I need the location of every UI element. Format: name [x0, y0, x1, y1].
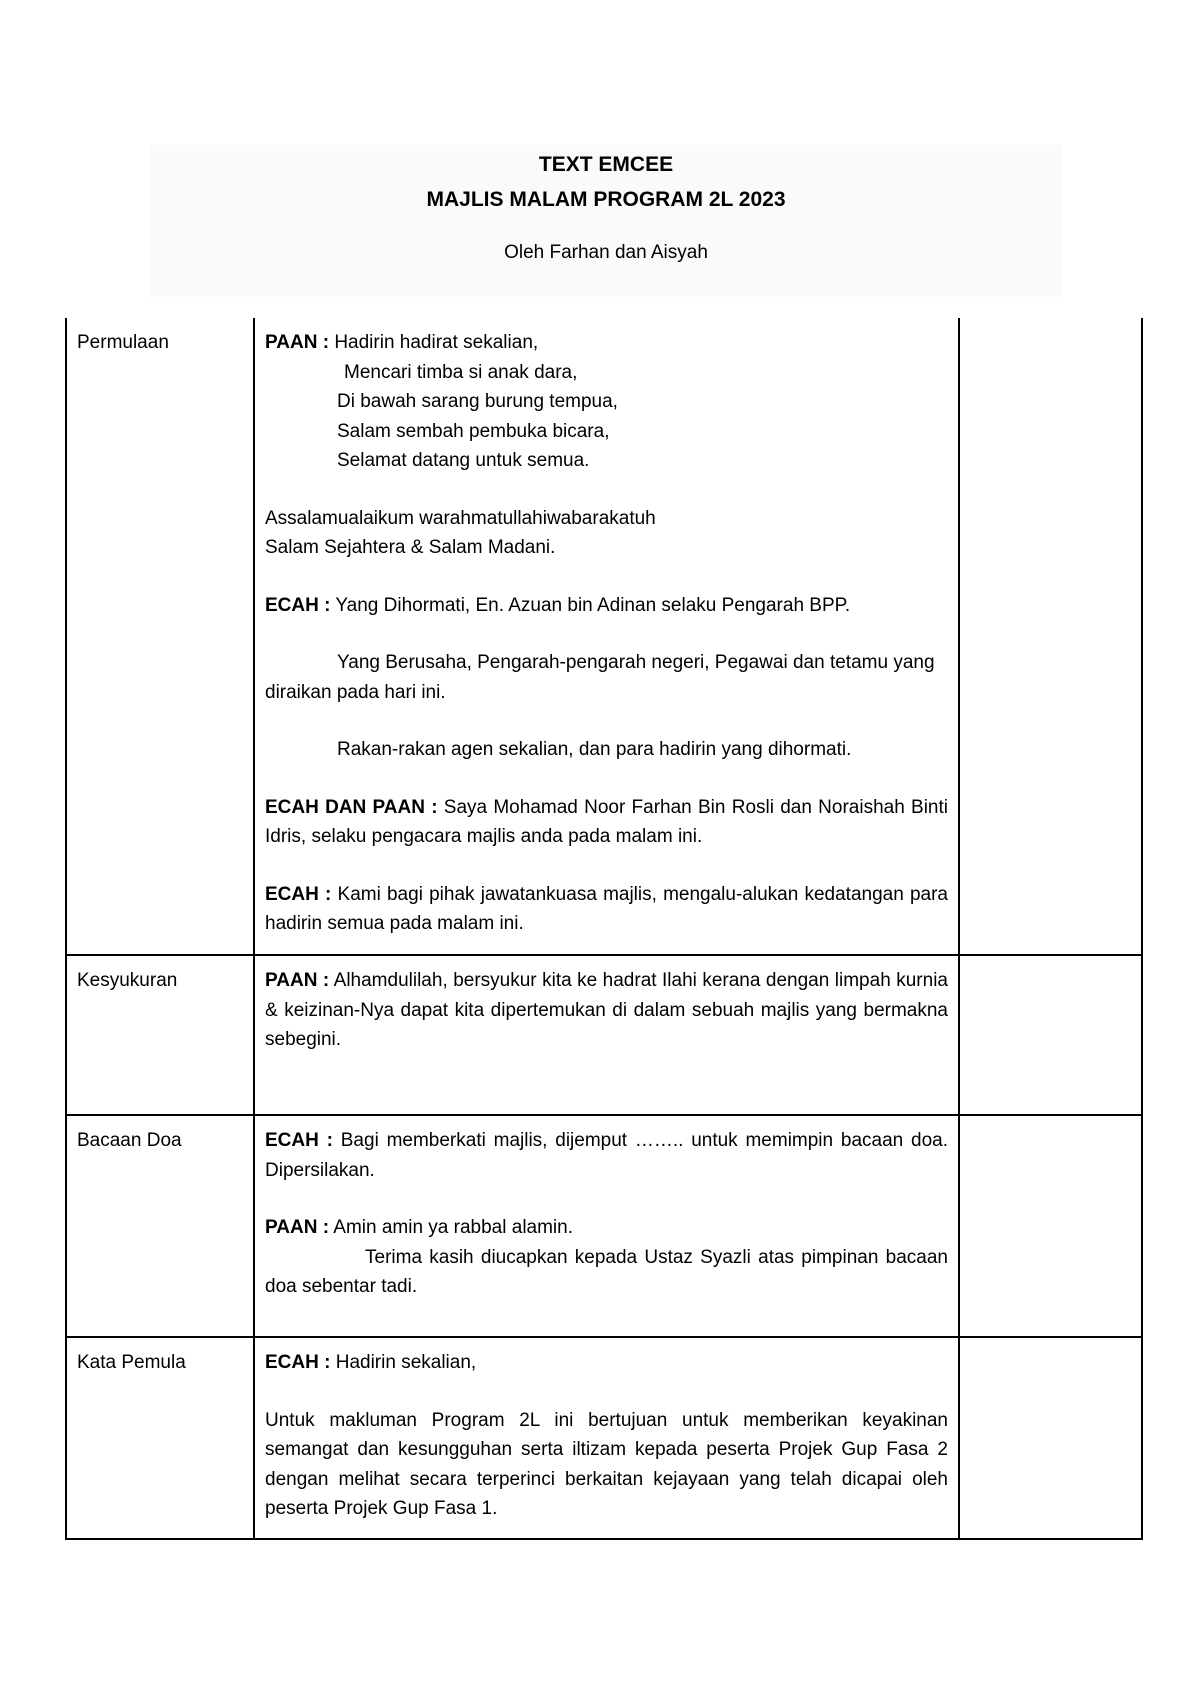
section-label: Bacaan Doa [66, 1115, 254, 1337]
speaker-label: ECAH DAN PAAN : [265, 796, 438, 818]
script-text: Rakan-rakan agen sekalian, dan para hadirin yang dihormati. [337, 739, 852, 760]
script-text: Assalamualaikum warahmatullahiwabarakatuh [265, 507, 656, 529]
pantun-line: Selamat datang untuk semua. [337, 450, 590, 471]
speaker-label: ECAH : [265, 1130, 333, 1151]
script-text: Salam Sejahtera & Salam Madani. [265, 537, 556, 558]
script-text: Terima kasih diucapkan kepada Ustaz Syazli atas pimpinan bacaan doa sebentar tadi. [265, 1246, 948, 1297]
pantun-line: Mencari timba si anak dara, [344, 361, 578, 383]
table-row [66, 318, 1142, 955]
script-cell [254, 955, 959, 1115]
notes-cell [959, 318, 1142, 955]
script-cell [254, 1337, 959, 1539]
script-text: Amin amin ya rabbal alamin. [329, 1217, 573, 1238]
script-text: Saya Mohamad Noor Farhan Bin Rosli dan Noraishah Binti Idris, selaku pengacara majlis anda pada malam ini. [265, 796, 948, 847]
script-cell [254, 318, 959, 955]
script-text: Yang Berusaha, Pengarah-pengarah negeri, Pegawai dan tetamu yang diraikan pada hari ini. [265, 652, 935, 703]
speaker-label: ECAH : [265, 594, 331, 616]
notes-cell [959, 1115, 1142, 1337]
script-text: Bagi memberkati majlis, dijemput …….. untuk memimpin bacaan doa. Dipersilakan. [265, 1130, 948, 1181]
pantun-line: Di bawah sarang burung tempua, [337, 391, 618, 412]
script-text: Alhamdulilah, bersyukur kita ke hadrat Ilahi kerana dengan limpah kurnia & keizinan-Nya dapat kita dipertemukan di dalam sebuah majlis yang bermakna sebegini. [265, 970, 948, 1050]
table-row [66, 955, 1142, 1115]
section-label: Permulaan [66, 318, 254, 955]
section-label: Kesyukuran [66, 955, 254, 1115]
document-title: TEXT EMCEE [538, 153, 674, 176]
document-header [150, 145, 1062, 297]
notes-cell [959, 1337, 1142, 1539]
event-title: MAJLIS MALAM PROGRAM 2L 2023 [426, 188, 786, 211]
script-text: Kami bagi pihak jawatankuasa majlis, mengalu-alukan kedatangan para hadirin semua pada malam ini. [265, 883, 948, 934]
script-cell [254, 1115, 959, 1337]
section-label: Kata Pemula [66, 1337, 254, 1539]
speaker-label: ECAH : [265, 1352, 331, 1373]
table-row [66, 1337, 1142, 1539]
byline: Oleh Farhan dan Aisyah [504, 242, 708, 263]
pantun-line: Salam sembah pembuka bicara, [337, 420, 610, 442]
speaker-label: PAAN : [265, 332, 330, 353]
speaker-label: PAAN : [265, 970, 330, 991]
emcee-script-table [65, 318, 1143, 1540]
script-text: Untuk makluman Program 2L ini bertujuan untuk memberikan keyakinan semangat dan kesungguhan serta iltizam kepada peserta Projek Gup Fasa 2 dengan melihat secara terperinci berkaitan kejayaan yang telah dicapai oleh peserta Projek Gup Fasa 1. [265, 1409, 948, 1519]
notes-cell [959, 955, 1142, 1115]
table-row [66, 1115, 1142, 1337]
speaker-label: ECAH : [265, 883, 332, 905]
script-text: Hadirin hadirat sekalian, [329, 332, 539, 353]
script-text: Hadirin sekalian, [330, 1352, 477, 1373]
speaker-label: PAAN : [265, 1217, 330, 1238]
script-text: Yang Dihormati, En. Azuan bin Adinan selaku Pengarah BPP. [330, 594, 851, 616]
